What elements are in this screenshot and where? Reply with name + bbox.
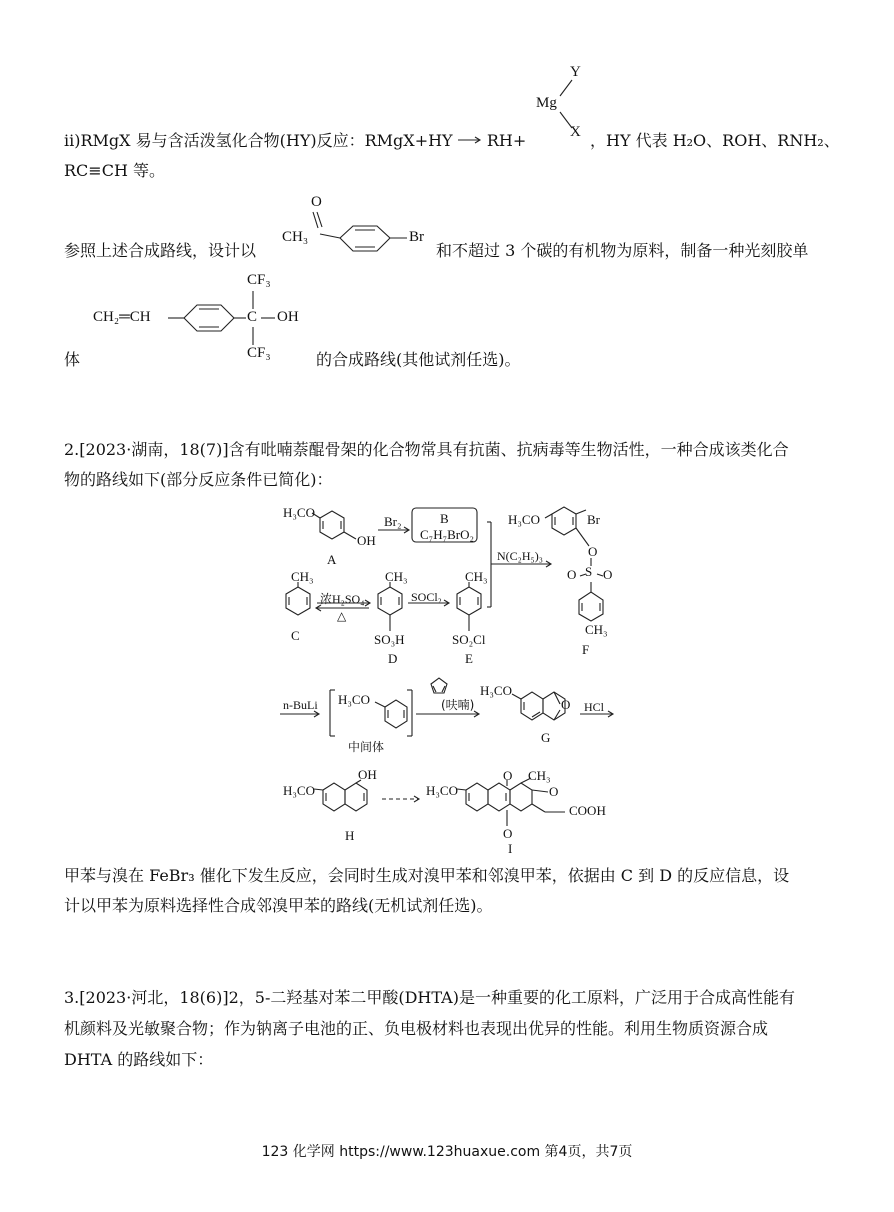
- nbuli-reagent: n-BuLi: [283, 698, 318, 712]
- furan-reagent: (呋喃): [441, 698, 475, 712]
- question-3-line-1: 3.[2023·河北，18(6)]2，5-二羟基对苯二甲酸(DHTA)是一种重要的化工原料，广泛用于合成高性能有: [64, 988, 795, 1007]
- cf3-bottom: CF₃: [247, 345, 271, 361]
- text-line: 的合成路线(其他试剂任选)。: [316, 350, 521, 369]
- text-line: 参照上述合成路线，设计以: [64, 241, 257, 260]
- hcl-reagent: HCl: [584, 700, 605, 714]
- i-carbonyl-bottom: O: [503, 826, 513, 841]
- c-label: C: [247, 309, 258, 325]
- oh-label: OH: [277, 309, 299, 325]
- f-ch3: CH₃: [585, 622, 608, 637]
- x-label: X: [570, 124, 581, 140]
- compound-e-label: E: [465, 651, 473, 666]
- compound-b-label: B: [440, 511, 449, 526]
- carbonyl-o: O: [311, 194, 322, 210]
- f-s: S: [585, 564, 593, 579]
- compound-i-label: I: [508, 841, 513, 856]
- h-substituent: H₃CO: [283, 783, 315, 798]
- f-substituent: H₃CO: [508, 512, 540, 527]
- ch3-label: CH₃: [282, 229, 309, 245]
- f-br: Br: [587, 512, 600, 527]
- g-substituent: H₃CO: [480, 683, 512, 698]
- d-ch3: CH₃: [385, 569, 408, 584]
- e-so2cl: SO₂Cl: [452, 632, 486, 647]
- g-bridge-o: O: [561, 697, 571, 712]
- c-ch3: CH₃: [291, 569, 314, 584]
- question-3-line-3: DHTA 的路线如下：: [64, 1050, 214, 1069]
- page-footer: 123 化学网 https://www.123huaxue.com 第4页，共7页: [261, 1144, 633, 1160]
- i-cooh: COOH: [569, 803, 606, 818]
- compound-b-formula: C₇H₇BrO₂: [420, 527, 475, 542]
- h-oh: OH: [358, 767, 377, 782]
- d-so3h: SO₃H: [374, 632, 405, 647]
- text-line: ，HY 代表 H₂O、ROH、RNH₂、: [590, 131, 840, 150]
- socl2-reagent: SOCl₂: [411, 590, 442, 604]
- text-segment: RH+: [486, 131, 527, 150]
- mg-label: Mg: [536, 95, 557, 111]
- i-carbonyl-top: O: [503, 768, 513, 783]
- question-2-line-3: 甲苯与溴在 FeBr₃ 催化下发生反应，会同时生成对溴甲苯和邻溴甲苯，依据由 C 到 D 的反应信息，设: [64, 866, 790, 885]
- a-oh: OH: [357, 533, 376, 548]
- text-line: 体: [64, 350, 81, 369]
- question-2-line-1: 2.[2023·湖南，18(7)]含有吡喃萘醌骨架的化合物常具有抗菌、抗病毒等生物活性，一种合成该类化合: [64, 440, 789, 459]
- intermediate-label: 中间体: [348, 740, 385, 754]
- text-segment: ii)RMgX 易与含活泼氢化合物(HY)反应：RMgX+HY: [64, 131, 453, 150]
- net3-reagent: N(C₂H₅)₃: [497, 549, 543, 563]
- e-ch3: CH₃: [465, 569, 488, 584]
- question-2-line-4: 计以甲苯为原料选择性合成邻溴甲苯的路线(无机试剂任选)。: [64, 896, 493, 915]
- cf3-top: CF₃: [247, 272, 271, 288]
- compound-c-label: C: [291, 628, 300, 643]
- i-ch3: CH₃: [528, 768, 551, 783]
- y-label: Y: [570, 64, 581, 80]
- compound-f-label: F: [582, 642, 590, 657]
- f-o: O: [588, 544, 598, 559]
- text-line: 和不超过 3 个碳的有机物为原料，制备一种光刻胶单: [436, 241, 809, 260]
- compound-h-label: H: [345, 828, 355, 843]
- h2so4-reagent: 浓H₂SO₄: [320, 592, 365, 606]
- vinyl-label: CH₂═CH: [93, 309, 151, 325]
- delta-icon: △: [337, 609, 347, 623]
- compound-d-label: D: [388, 651, 398, 666]
- f-o2: O: [603, 567, 613, 582]
- i-substituent: H₃CO: [426, 783, 458, 798]
- a-substituent: H₃CO: [283, 505, 315, 520]
- intermediate-substituent: H₃CO: [338, 692, 370, 707]
- br-label: Br: [409, 229, 424, 245]
- f-o1: O: [567, 567, 577, 582]
- question-2-line-2: 物的路线如下(部分反应条件已简化)：: [64, 470, 333, 489]
- question-3-line-2: 机颜料及光敏聚合物；作为钠离子电池的正、负电极材料也表现出优异的性能。利用生物质资源合成: [64, 1019, 769, 1038]
- br2-reagent: Br₂: [384, 514, 402, 529]
- text-line: RC≡CH 等。: [64, 161, 165, 180]
- compound-g-label: G: [541, 730, 551, 745]
- compound-a-label: A: [327, 552, 337, 567]
- i-ring-o: O: [549, 784, 559, 799]
